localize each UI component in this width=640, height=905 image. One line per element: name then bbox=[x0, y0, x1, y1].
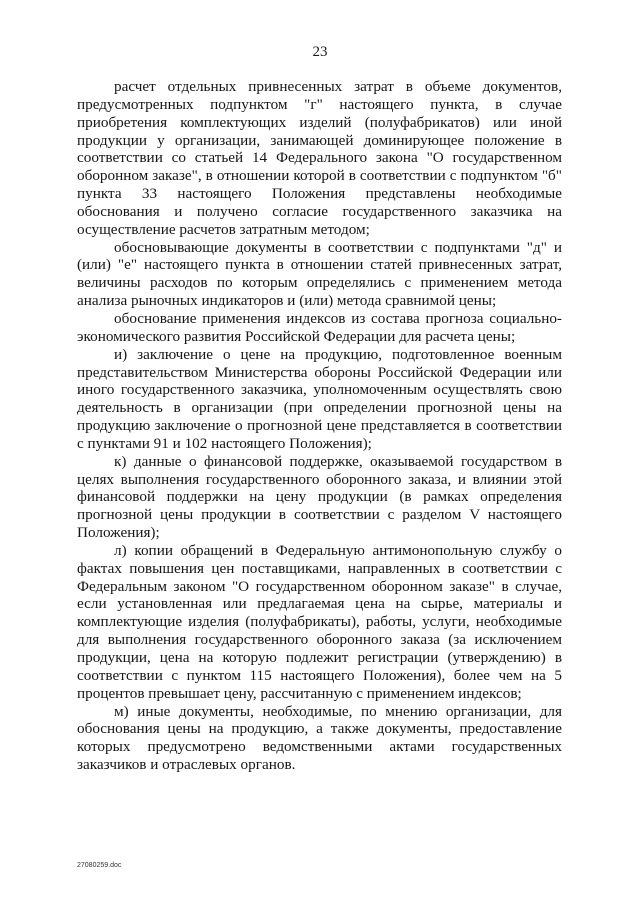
footer-filename: 27080259.doc bbox=[77, 862, 122, 869]
page-number: 23 bbox=[312, 44, 328, 60]
paragraph-calculation-attached-costs: расчет отдельных привнесенных затрат в объеме документов, предусмотренных подпунктом "г" настоящего пункта, в случае приобретения комплектующих изделий (полуфабрикатов) или иной продукции у организации, занимающей доминирующее положение в соответствии со статьей 14 Федерального закона "О государственном оборонном заказе", в отношении которой в соответствии с подпунктом "б" пункта 33 настоящего Положения представлены необходимые обоснования и получено согласие государственного заказчика на осуществление расчетов затратным методом; bbox=[77, 78, 562, 238]
paragraph-item-l-antimonopoly-appeals: л) копии обращений в Федеральную антимонопольную службу о фактах повышения цен поставщиками, направленных в соответствии с Федеральным законом "О государственном оборонном заказе" в случае, если установленная или предлагаемая цена на сырье, материалы и комплектующие изделия (полуфабрикаты), работы, услуги, необходимые для выполнения государственного оборонного заказа (за исключением продукции, цена на которую подлежит регистрации (утверждению) в соответствии с пунктом 115 настоящего Положения), более чем на 5 процентов превышает цену, рассчитанную с применением индексов; bbox=[77, 541, 562, 702]
paragraph-item-k-financial-support: к) данные о финансовой поддержке, оказываемой государством в целях выполнения государственного оборонного заказа, и влиянии этой финансовой поддержки на цену продукции (в рамках определения прогнозной цены продукции в соответствии с разделом V настоящего Положения); bbox=[77, 452, 562, 542]
document-body bbox=[77, 78, 562, 774]
paragraph-supporting-documents: обосновывающие документы в соответствии с подпунктами "д" и (или) "е" настоящего пункта в отношении статей привнесенных затрат, величины расходов по которым определялись с применением метода анализа рыночных индикаторов и (или) метода сравнимой цены; bbox=[77, 238, 562, 310]
paragraph-index-justification: обоснование применения индексов из состава прогноза социально-экономического развития Российской Федерации для расчета цены; bbox=[77, 309, 562, 345]
paragraph-item-i-price-conclusion: и) заключение о цене на продукцию, подготовленное военным представительством Министерства обороны Российской Федерации или иного государственного заказчика, уполномоченным осуществлять свою деятельность в организации (при определении прогнозной цены на продукцию заключение о прогнозной цене представляется в соответствии с пунктами 91 и 102 настоящего Положения); bbox=[77, 345, 562, 452]
paragraph-item-m-other-documents: м) иные документы, необходимые, по мнению организации, для обоснования цены на продукцию, а также документы, предоставление которых предусмотрено ведомственными актами государственных заказчиков и отраслевых органов. bbox=[77, 702, 562, 774]
